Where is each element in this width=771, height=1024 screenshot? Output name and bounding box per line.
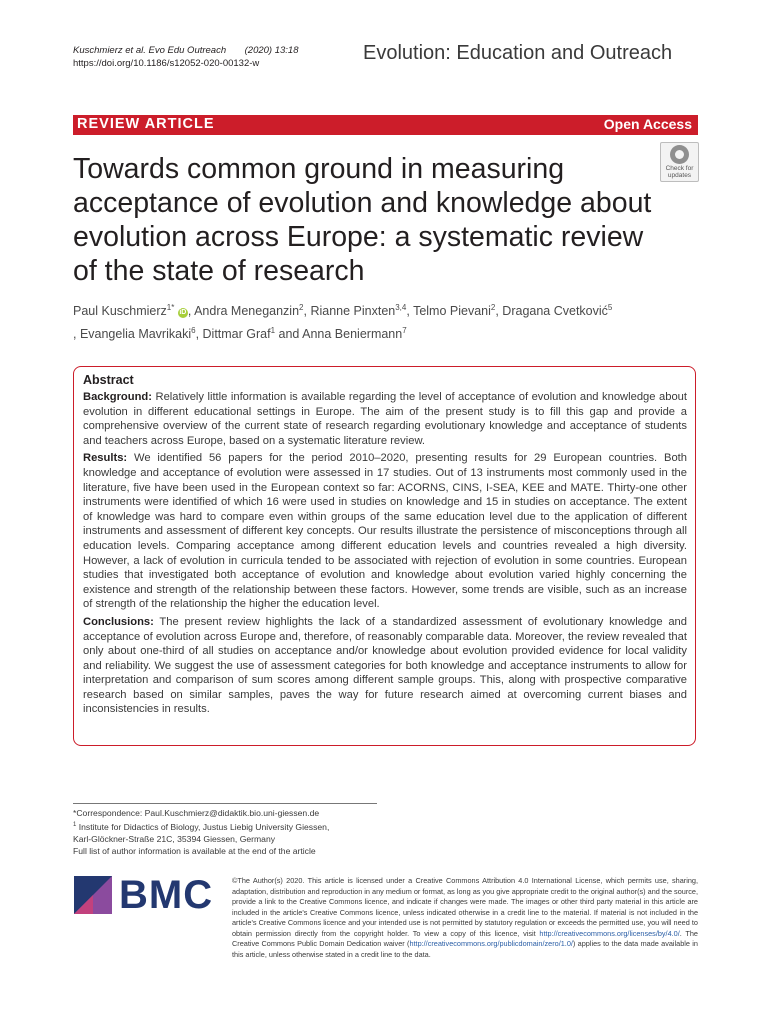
check-for-updates-badge[interactable] xyxy=(660,142,699,182)
abstract-box xyxy=(73,366,696,746)
affiliation-sup: 5 xyxy=(607,303,613,312)
footnote-divider xyxy=(73,803,377,804)
background-label: Background: xyxy=(83,391,152,403)
author-name: Paul Kuschmierz xyxy=(73,304,167,319)
conclusions-text: The present review highlights the lack of a standardized assessment of evolutionary knowledge and acceptance of evolution across Europe and, therefore, of reasonably comparable data. Moreover, the review revealed that only about one-third of all studies on acceptance and/or knowledge about evolution provided evidence for local validity and reliability. We suggest the use of assessment categories for both knowledge and acceptance instruments to allow for interpretation and comparison of sum scores among different sample groups. This, along with prospective comparative research based on similar samples, paves the way for future research aimed at overcoming current biases and inconsistencies in results. xyxy=(83,615,687,716)
citation-line xyxy=(73,44,299,57)
results-text: We identified 56 papers for the period 2010–2020, presenting results for 29 European countries. Both knowledge and acceptance of evolution were assessed in 17 studies. Out of 13 instruments most commonly used in the literature, five have been used in the European context so far: ACORNS, CINS, I-SEA, KEE and MATE. Thirty-one other instruments were identified of which 16 were used in studies on knowledge and 15 in studies on acceptance. The extent of knowledge was hard to compare even within groups of the same education level due to the application of different instruments and assessment of different key concepts. Our results illustrate the persistence of misconceptions through all education levels. Comparing acceptance among different education levels and countries revealed a high diversity. However, a lack of evolution in curricula tended to be associated with rejection of evolution in some countries. European studies that investigated both acceptance of evolution and knowledge about evolution varied highly concerning the existence and strength of the relationship between these factors. However, some trends are visible, such as an increase of strength of the relationship the higher the education level. xyxy=(83,452,687,611)
author-name: , Dittmar Graf xyxy=(195,327,271,342)
author-name: , Rianne Pinxten xyxy=(303,304,396,319)
background-text: Relatively little information is available regarding the level of acceptance of evolution and knowledge about evolution in different educational settings in Europe. The aim of the present study is to fill this gap and provide a comprehensive overview of the current state of research regarding evolutionary knowledge and acceptance of students and teachers across Europe, based on a systematic literature review. xyxy=(83,391,687,447)
author-name: and Anna Beniermann xyxy=(275,327,403,342)
license-statement: ©The Author(s) 2020. This article is licensed under a Creative Commons Attribution 4.0 International License, which permits use, sharing, adaptation, distribution and reproduction in any medium or format, as long as you give appropriate credit to the original author(s) and the source, provide a link to the Creative Commons licence, and indicate if changes were made. The images or other third party material in this article are included in the article's Creative Commons licence, unless indicated otherwise in a credit line to the material. If material is not included in the article's Creative Commons licence and your intended use is not permitted by statutory regulation or exceeds the permitted use, you will need to obtain permission directly from the copyright holder. To view a copy of this licence, visit http://creativecommons.org/licenses/by/4.0/. The Creative Commons Public Domain Dedication waiver (http://creativecommons.org/publicdomain/zero/1.0/) applies to the data made available in this article, unless otherwise stated in a credit line to the data. xyxy=(232,876,698,959)
citation-authors: Kuschmierz et al. Evo Edu Outreach xyxy=(73,45,227,56)
public-domain-link[interactable]: http://creativecommons.org/publicdomain/zero/1.0/ xyxy=(409,939,573,948)
running-header xyxy=(73,44,299,70)
affiliation-sup: 7 xyxy=(402,326,407,336)
affiliation-sup: 6 xyxy=(191,326,196,336)
author-name: , Evangelia Mavrikaki xyxy=(73,327,192,342)
correspondence-line: *Correspondence: Paul.Kuschmierz@didaktik.bio.uni-giessen.de xyxy=(73,808,320,818)
doi-link[interactable]: https://doi.org/10.1186/s12052-020-00132-w xyxy=(73,58,260,69)
affiliation-sup: 3,4 xyxy=(395,303,407,312)
journal-name: Evolution: Education and Outreach xyxy=(363,42,673,64)
bmc-logo-mark-icon xyxy=(74,876,112,914)
bmc-logo-text: BMC xyxy=(119,873,214,917)
crossmark-icon xyxy=(670,145,689,164)
author-name: , Andra Meneganzin xyxy=(187,304,300,319)
author-name: , Telmo Pievani xyxy=(406,304,491,319)
affiliation-sup: 2 xyxy=(299,303,304,312)
affiliation-line: $^1$ Institute for Didactics of Biology, Justus Liebig University Giessen, xyxy=(73,821,330,832)
abstract-heading: Abstract xyxy=(83,373,134,387)
abstract-background xyxy=(83,390,687,448)
footnotes xyxy=(73,807,383,857)
article-type-label: REVIEW ARTICLE xyxy=(77,116,215,132)
open-access-label: Open Access xyxy=(603,116,692,132)
affiliation-sup: 1 xyxy=(270,326,276,336)
license-link[interactable]: http://creativecommons.org/licenses/by/4.0/ xyxy=(539,928,680,938)
orcid-icon[interactable]: iD xyxy=(179,309,187,317)
crossmark-label: Check for updates xyxy=(665,165,694,179)
abstract-results xyxy=(83,451,687,612)
affiliation-sup: 2 xyxy=(490,303,496,312)
article-type-ribbon xyxy=(73,115,698,135)
affiliation-sup: 1* xyxy=(166,303,175,312)
author-list xyxy=(73,298,693,344)
bmc-logo xyxy=(74,873,214,917)
affiliation-address: Karl-Glöckner-Straße 21C, 35394 Giessen, Germany xyxy=(73,833,276,844)
author-name: , Dragana Cvetković xyxy=(495,304,608,319)
article-title: Towards common ground in measuring acceptance of evolution and knowledge about evolution across Europe: a systematic review of the state of research xyxy=(73,153,652,287)
full-author-info-note: Full list of author information is available at the end of the article xyxy=(73,845,316,856)
citation-year: (2020) 13:18 xyxy=(244,45,299,56)
conclusions-label: Conclusions: xyxy=(83,615,154,628)
results-label: Results: xyxy=(83,452,128,465)
abstract-conclusions xyxy=(83,615,687,717)
